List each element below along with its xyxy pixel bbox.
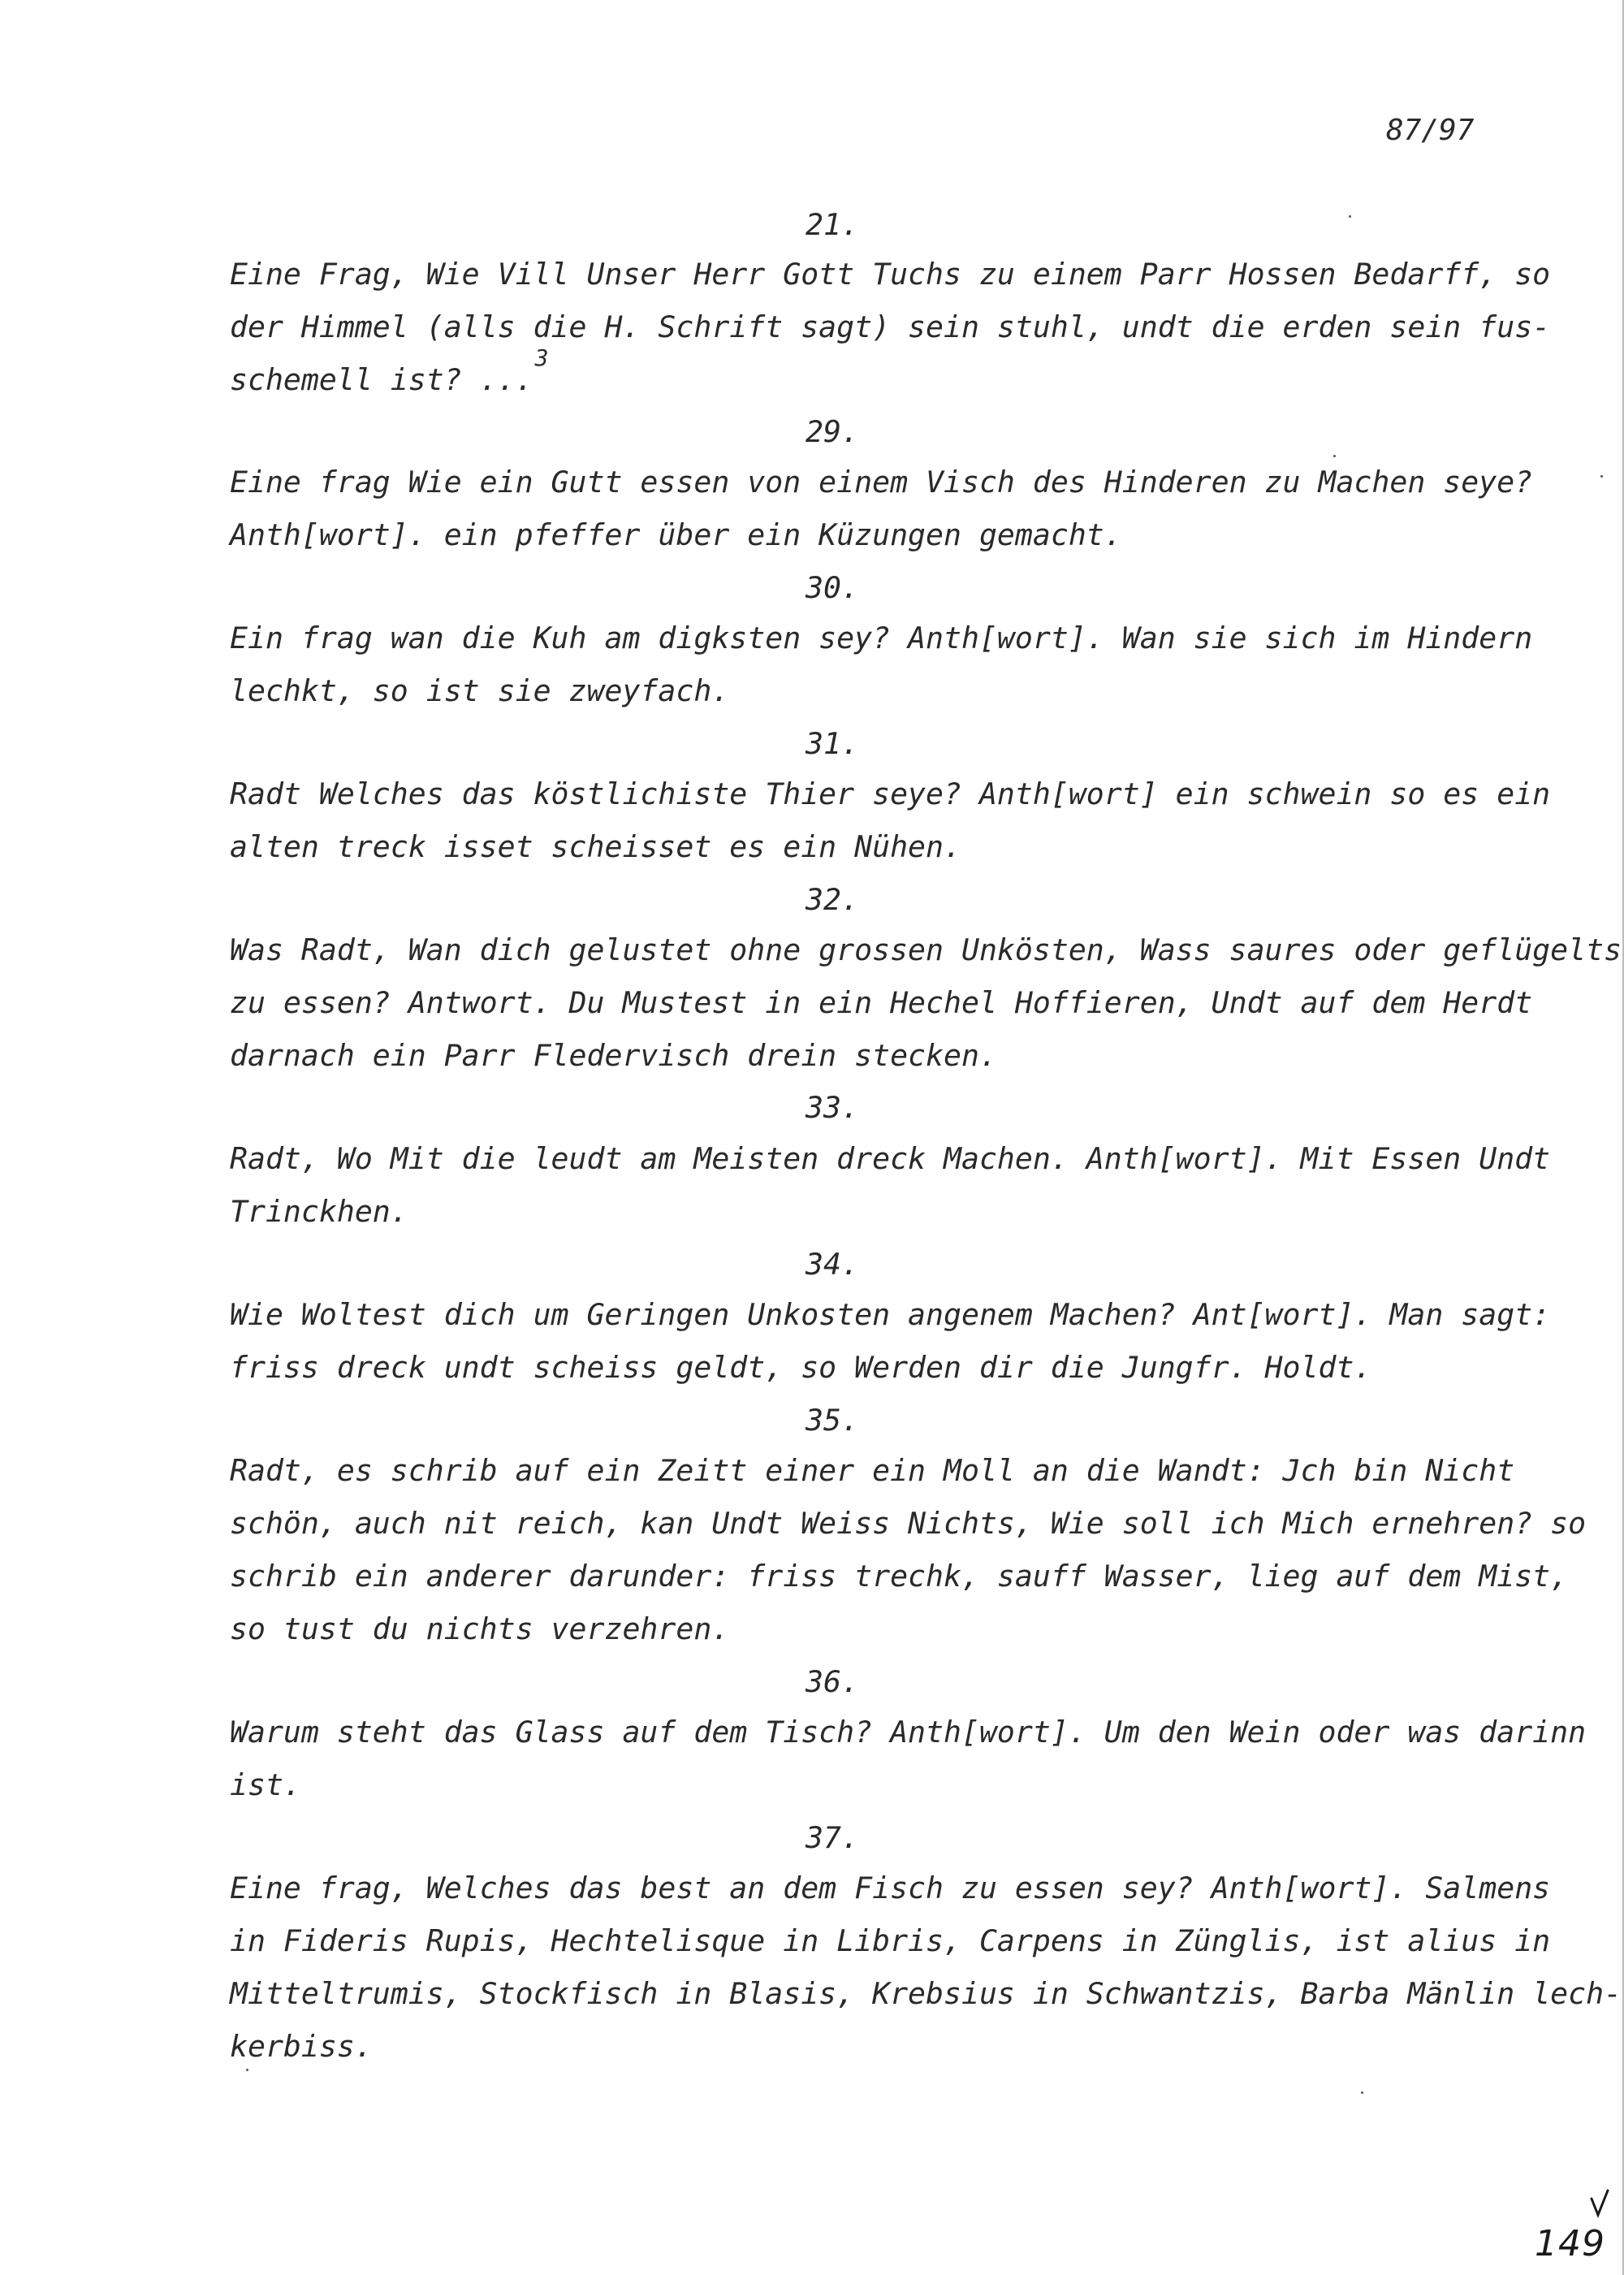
- page-number: 87/97: [1386, 114, 1475, 147]
- entry-line: Eine Frag, Wie Vill Unser Herr Gott Tuchs zu einem Parr Hossen Bedarff, so: [230, 257, 1551, 292]
- entry-line: der Himmel (alls die H. Schrift sagt) sein stuhl, undt die erden sein fus-: [230, 309, 1551, 344]
- entry-line: alten treck isset scheisset es ein Nühen.: [230, 829, 961, 864]
- entry-number: 29.: [806, 414, 859, 449]
- entry-number: 36.: [806, 1664, 859, 1699]
- entry-line: so tust du nichts verzehren.: [230, 1611, 730, 1646]
- entry-line: ist.: [230, 1767, 301, 1802]
- entry-line: Warum steht das Glass auf dem Tisch? Anth[wort]. Um den Wein oder was darinn: [230, 1715, 1587, 1750]
- entry-line: Wie Woltest dich um Geringen Unkosten angenem Machen? Ant[wort]. Man sagt:: [230, 1297, 1551, 1332]
- handwritten-number: 149: [1535, 2223, 1605, 2264]
- entry-line: schrib ein anderer darunder: friss trechk, sauff Wasser, lieg auf dem Mist,: [230, 1559, 1569, 1594]
- handwritten-folio-mark: [1535, 2187, 1616, 2269]
- entry-line: lechkt, so ist sie zweyfach.: [230, 673, 730, 708]
- entry-number: 37.: [806, 1820, 859, 1855]
- entry-line: Radt Welches das köstlichiste Thier seye? Anth[wort] ein schwein so es ein: [230, 776, 1551, 811]
- entry-line: Ein frag wan die Kuh am digksten sey? Anth[wort]. Wan sie sich im Hindern: [230, 621, 1533, 655]
- entry-line: zu essen? Antwort. Du Mustest in ein Hechel Hoffieren, Undt auf dem Herdt: [230, 985, 1533, 1020]
- checkmark-icon: [1535, 2187, 1616, 2228]
- entry-line: friss dreck undt scheiss geldt, so Werden dir die Jungfr. Holdt.: [230, 1350, 1372, 1385]
- entry-line: Eine frag, Welches das best an dem Fisch zu essen sey? Anth[wort]. Salmens: [230, 1871, 1551, 1905]
- entry-line: schön, auch nit reich, kan Undt Weiss Nichts, Wie soll ich Mich ernehren? so: [230, 1506, 1587, 1541]
- entry-number: 35.: [806, 1403, 859, 1438]
- entry-line: Mitteltrumis, Stockfisch in Blasis, Krebsius in Schwantzis, Barba Mänlin lech-: [230, 1976, 1622, 2011]
- entry-line: darnach ein Parr Fledervisch drein stecken.: [230, 1038, 997, 1073]
- entry-number: 33.: [806, 1090, 859, 1125]
- entry-line: Eine frag Wie ein Gutt essen von einem Visch des Hinderen zu Machen seye?: [230, 465, 1533, 500]
- entry-number: 31.: [806, 726, 859, 761]
- entry-number: 30.: [806, 570, 859, 605]
- entry-line-text: schemell ist? ...: [230, 362, 533, 397]
- entry-line: [230, 344, 549, 397]
- entry-line: Radt, Wo Mit die leudt am Meisten dreck Machen. Anth[wort]. Mit Essen Undt: [230, 1141, 1551, 1176]
- entry-number: 34.: [806, 1247, 859, 1282]
- entry-line: Anth[wort]. ein pfeffer über ein Küzungen gemacht.: [230, 517, 1122, 552]
- entry-line: in Fideris Rupis, Hechtelisque in Libris, Carpens in Zünglis, ist alius in: [230, 1923, 1551, 1958]
- entry-line: Radt, es schrib auf ein Zeitt einer ein Moll an die Wandt: Jch bin Nicht: [230, 1453, 1515, 1488]
- entry-line: Trinckhen.: [230, 1194, 408, 1229]
- footnote-marker: 3: [534, 344, 549, 371]
- entry-line: kerbiss.: [230, 2029, 373, 2064]
- entry-number: 21.: [806, 207, 859, 242]
- entry-number: 32.: [806, 882, 859, 917]
- entry-line: Was Radt, Wan dich gelustet ohne grossen Unkösten, Wass saures oder geflügelts: [230, 932, 1622, 967]
